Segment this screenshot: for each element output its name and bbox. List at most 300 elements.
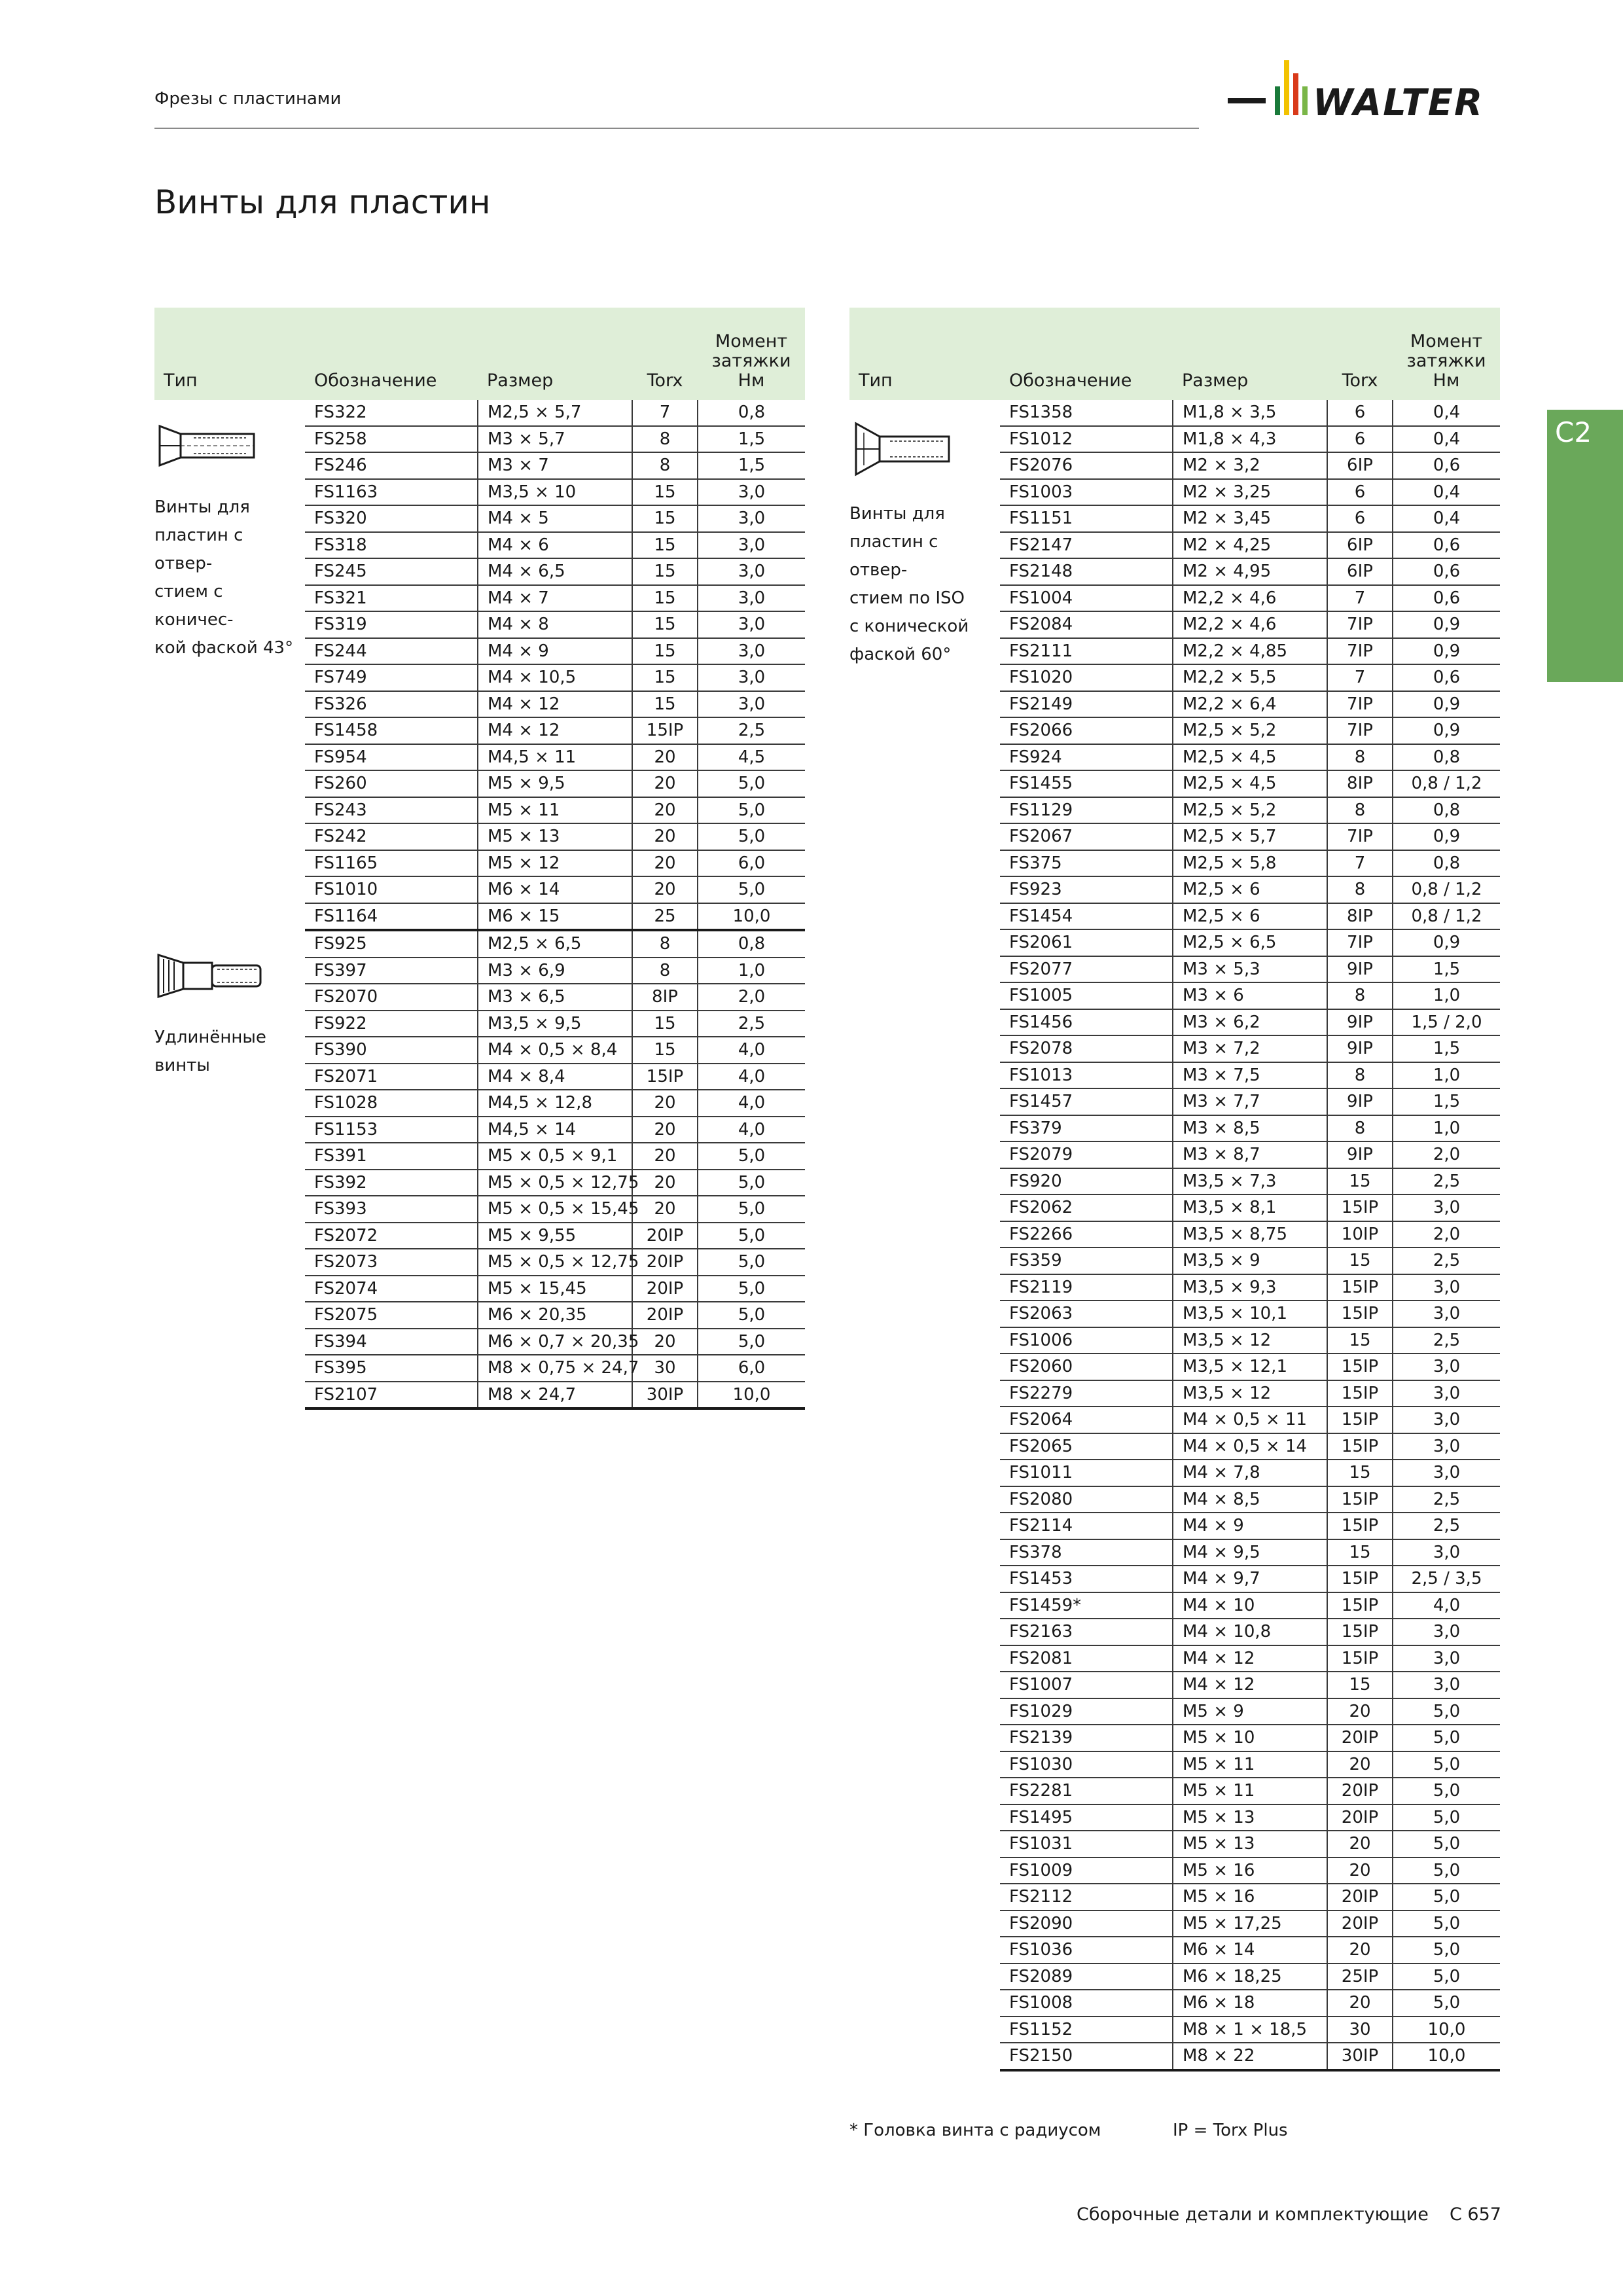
- torx-cell: 15: [632, 638, 698, 665]
- torx-cell: 20: [1327, 1751, 1393, 1778]
- moment-cell: 5,0: [698, 1196, 805, 1223]
- designation-cell: FS2063: [1000, 1300, 1173, 1327]
- moment-cell: 2,5: [1393, 1513, 1500, 1539]
- designation-cell: FS1007: [1000, 1672, 1173, 1698]
- moment-cell: 3,0: [698, 532, 805, 559]
- designation-cell: FS1152: [1000, 2017, 1173, 2043]
- designation-cell: FS1012: [1000, 426, 1173, 453]
- moment-cell: 3,0: [1393, 1354, 1500, 1380]
- designation-cell: FS2080: [1000, 1486, 1173, 1513]
- size-cell: M3,5 × 10,1: [1173, 1300, 1327, 1327]
- side-tab-c2: [1547, 410, 1623, 682]
- torx-cell: 20: [1327, 1857, 1393, 1884]
- moment-cell: 3,0: [698, 585, 805, 612]
- col-torx: Torx: [1327, 308, 1393, 400]
- designation-cell: FS320: [305, 505, 478, 532]
- size-cell: M3 × 8,7: [1173, 1141, 1327, 1168]
- designation-cell: FS375: [1000, 850, 1173, 877]
- moment-cell: 5,0: [698, 1329, 805, 1355]
- size-cell: M5 × 0,5 × 12,75: [478, 1170, 632, 1196]
- moment-cell: 5,0: [698, 797, 805, 824]
- size-cell: M2,5 × 5,8: [1173, 850, 1327, 877]
- torx-cell: 15IP: [1327, 1592, 1393, 1619]
- col-size: Размер: [1173, 308, 1327, 400]
- size-cell: M4 × 12: [478, 691, 632, 718]
- moment-cell: 0,4: [1393, 479, 1500, 506]
- size-cell: M2,5 × 5,2: [1173, 717, 1327, 744]
- designation-cell: FS1495: [1000, 1804, 1173, 1831]
- size-cell: M2,5 × 4,5: [1173, 770, 1327, 797]
- col-designation: Обозначение: [1000, 308, 1173, 400]
- torx-cell: 20IP: [1327, 1778, 1393, 1804]
- footer-text: Сборочные детали и комплектующие: [1077, 2204, 1429, 2225]
- moment-cell: 3,0: [1393, 1619, 1500, 1645]
- size-cell: M2,2 × 6,4: [1173, 691, 1327, 718]
- moment-cell: 1,5: [698, 452, 805, 479]
- moment-cell: 4,0: [698, 1117, 805, 1143]
- torx-cell: 15: [632, 479, 698, 506]
- size-cell: M2,5 × 6,5: [1173, 929, 1327, 956]
- moment-cell: 5,0: [1393, 1990, 1500, 2017]
- page-title: Винты для пластин: [154, 183, 491, 221]
- size-cell: M4 × 7,8: [1173, 1460, 1327, 1486]
- moment-cell: 0,8 / 1,2: [1393, 903, 1500, 930]
- torx-cell: 15IP: [1327, 1194, 1393, 1221]
- screw-type-description: [154, 493, 300, 662]
- size-cell: M3 × 7: [478, 452, 632, 479]
- moment-cell: 0,8: [1393, 797, 1500, 824]
- description-line: кой фаской 43°: [154, 638, 294, 658]
- size-cell: M3,5 × 12,1: [1173, 1354, 1327, 1380]
- col-moment-line1: Момент: [715, 331, 788, 351]
- moment-cell: 3,0: [698, 691, 805, 718]
- size-cell: M5 × 0,5 × 9,1: [478, 1143, 632, 1170]
- torx-cell: 25IP: [1327, 1964, 1393, 1990]
- size-cell: M4 × 12: [1173, 1645, 1327, 1672]
- col-designation: Обозначение: [305, 308, 478, 400]
- torx-cell: 30: [1327, 2017, 1393, 2043]
- size-cell: M2 × 3,2: [1173, 452, 1327, 479]
- moment-cell: 2,0: [698, 984, 805, 1011]
- size-cell: M4 × 12: [478, 717, 632, 744]
- designation-cell: FS243: [305, 797, 478, 824]
- moment-cell: 5,0: [698, 876, 805, 903]
- designation-cell: FS1011: [1000, 1460, 1173, 1486]
- size-cell: M5 × 13: [1173, 1804, 1327, 1831]
- torx-cell: 8: [1327, 1062, 1393, 1089]
- moment-cell: 3,0: [1393, 1194, 1500, 1221]
- torx-cell: 15: [1327, 1168, 1393, 1195]
- moment-cell: 5,0: [1393, 1804, 1500, 1831]
- screw-type-cell: [154, 400, 305, 930]
- moment-cell: 1,5: [698, 426, 805, 453]
- size-cell: M2 × 4,95: [1173, 558, 1327, 585]
- torx-cell: 7: [1327, 585, 1393, 612]
- torx-cell: 8IP: [1327, 770, 1393, 797]
- size-cell: M5 × 0,5 × 15,45: [478, 1196, 632, 1223]
- side-tab-label: C2: [1555, 416, 1592, 448]
- size-cell: M2 × 4,25: [1173, 532, 1327, 559]
- moment-cell: 1,5 / 2,0: [1393, 1009, 1500, 1036]
- torx-cell: 7: [1327, 664, 1393, 691]
- torx-cell: 15IP: [1327, 1380, 1393, 1407]
- description-line: Удлинённые: [154, 1028, 266, 1047]
- torx-cell: 20: [632, 850, 698, 877]
- size-cell: M4 × 10: [1173, 1592, 1327, 1619]
- torx-cell: 20IP: [1327, 1910, 1393, 1937]
- size-cell: M5 × 9: [1173, 1698, 1327, 1725]
- moment-cell: 2,5: [1393, 1247, 1500, 1274]
- designation-cell: FS925: [305, 930, 478, 958]
- torx-cell: 20IP: [632, 1249, 698, 1276]
- size-cell: M4 × 9,5: [1173, 1539, 1327, 1566]
- torx-cell: 15: [1327, 1460, 1393, 1486]
- designation-cell: FS390: [305, 1037, 478, 1064]
- designation-cell: FS322: [305, 400, 478, 426]
- size-cell: M3 × 5,7: [478, 426, 632, 453]
- moment-cell: 1,0: [1393, 1062, 1500, 1089]
- size-cell: M6 × 20,35: [478, 1302, 632, 1329]
- torx-cell: 7IP: [1327, 929, 1393, 956]
- size-cell: M3,5 × 9,5: [478, 1011, 632, 1037]
- col-moment-line1: Момент: [1410, 331, 1483, 351]
- designation-cell: FS1459*: [1000, 1592, 1173, 1619]
- designation-cell: FS2279: [1000, 1380, 1173, 1407]
- extended-screw-icon: [154, 950, 300, 1007]
- designation-cell: FS1457: [1000, 1088, 1173, 1115]
- description-line: фаской 60°: [849, 645, 952, 664]
- designation-cell: FS326: [305, 691, 478, 718]
- torx-cell: 15IP: [1327, 1513, 1393, 1539]
- size-cell: M3 × 5,3: [1173, 956, 1327, 983]
- moment-cell: 3,0: [698, 611, 805, 638]
- size-cell: M5 × 16: [1173, 1884, 1327, 1910]
- size-cell: M4 × 6,5: [478, 558, 632, 585]
- designation-cell: FS379: [1000, 1115, 1173, 1142]
- size-cell: M5 × 9,5: [478, 770, 632, 797]
- designation-cell: FS1165: [305, 850, 478, 877]
- size-cell: M3 × 8,5: [1173, 1115, 1327, 1142]
- moment-cell: 2,0: [1393, 1221, 1500, 1248]
- size-cell: M6 × 18,25: [1173, 1964, 1327, 1990]
- designation-cell: FS2266: [1000, 1221, 1173, 1248]
- size-cell: M5 × 11: [478, 797, 632, 824]
- designation-cell: FS922: [305, 1011, 478, 1037]
- designation-cell: FS1163: [305, 479, 478, 506]
- moment-cell: 5,0: [1393, 1831, 1500, 1857]
- table-header-row: [154, 308, 805, 400]
- moment-cell: 5,0: [698, 1143, 805, 1170]
- torx-cell: 8IP: [632, 984, 698, 1011]
- designation-cell: FS2074: [305, 1276, 478, 1302]
- torx-cell: 15IP: [1327, 1354, 1393, 1380]
- torx-cell: 20: [632, 770, 698, 797]
- designation-cell: FS2060: [1000, 1354, 1173, 1380]
- moment-cell: 5,0: [1393, 1857, 1500, 1884]
- table-row: [849, 400, 1500, 426]
- size-cell: M5 × 13: [1173, 1831, 1327, 1857]
- designation-cell: FS924: [1000, 744, 1173, 771]
- size-cell: M4,5 × 11: [478, 744, 632, 771]
- torx-cell: 20: [632, 1143, 698, 1170]
- designation-cell: FS2090: [1000, 1910, 1173, 1937]
- designation-cell: FS244: [305, 638, 478, 665]
- designation-cell: FS2147: [1000, 532, 1173, 559]
- moment-cell: 10,0: [1393, 2043, 1500, 2070]
- designation-cell: FS2076: [1000, 452, 1173, 479]
- designation-cell: FS392: [305, 1170, 478, 1196]
- torx-cell: 15IP: [1327, 1433, 1393, 1460]
- torx-cell: 20IP: [632, 1302, 698, 1329]
- designation-cell: FS1005: [1000, 982, 1173, 1009]
- designation-cell: FS393: [305, 1196, 478, 1223]
- moment-cell: 1,5: [1393, 1035, 1500, 1062]
- description-line: с конической: [849, 617, 969, 636]
- designation-cell: FS2149: [1000, 691, 1173, 718]
- designation-cell: FS1020: [1000, 664, 1173, 691]
- designation-cell: FS242: [305, 823, 478, 850]
- moment-cell: 0,6: [1393, 558, 1500, 585]
- torx-cell: 20: [632, 1329, 698, 1355]
- torx-cell: 15IP: [1327, 1300, 1393, 1327]
- designation-cell: FS920: [1000, 1168, 1173, 1195]
- torx-cell: 20: [632, 876, 698, 903]
- size-cell: M3,5 × 7,3: [1173, 1168, 1327, 1195]
- description-line: пластин с отвер-: [154, 526, 243, 573]
- designation-cell: FS1164: [305, 903, 478, 931]
- header-rule: [154, 128, 1199, 129]
- designation-cell: FS1003: [1000, 479, 1173, 506]
- size-cell: M3,5 × 12: [1173, 1327, 1327, 1354]
- moment-cell: 4,0: [698, 1090, 805, 1117]
- torx-cell: 8: [1327, 982, 1393, 1009]
- designation-cell: FS2077: [1000, 956, 1173, 983]
- size-cell: M2,2 × 4,85: [1173, 638, 1327, 665]
- size-cell: M3,5 × 12: [1173, 1380, 1327, 1407]
- table-row: [154, 930, 805, 958]
- torx-cell: 20: [632, 797, 698, 824]
- screw-type-cell: [154, 930, 305, 1408]
- torx-cell: 15: [632, 664, 698, 691]
- moment-cell: 2,0: [1393, 1141, 1500, 1168]
- torx-cell: 20IP: [632, 1223, 698, 1249]
- designation-cell: FS1455: [1000, 770, 1173, 797]
- torx-cell: 20: [1327, 1831, 1393, 1857]
- moment-cell: 0,6: [1393, 452, 1500, 479]
- designation-cell: FS2064: [1000, 1407, 1173, 1433]
- torx-cell: 20: [1327, 1990, 1393, 2017]
- moment-cell: 0,8: [698, 930, 805, 958]
- screws-table-right: [849, 308, 1500, 2072]
- moment-cell: 5,0: [1393, 1910, 1500, 1937]
- torx-cell: 6IP: [1327, 452, 1393, 479]
- torx-cell: 9IP: [1327, 1088, 1393, 1115]
- designation-cell: FS2111: [1000, 638, 1173, 665]
- designation-cell: FS1010: [305, 876, 478, 903]
- size-cell: M5 × 0,5 × 12,75: [478, 1249, 632, 1276]
- size-cell: M2,2 × 4,6: [1173, 585, 1327, 612]
- moment-cell: 5,0: [698, 1276, 805, 1302]
- size-cell: M2,5 × 5,7: [478, 400, 632, 426]
- moment-cell: 0,9: [1393, 823, 1500, 850]
- size-cell: M3 × 6,2: [1173, 1009, 1327, 1036]
- size-cell: M4,5 × 12,8: [478, 1090, 632, 1117]
- moment-cell: 3,0: [1393, 1539, 1500, 1566]
- moment-cell: 4,0: [698, 1064, 805, 1090]
- size-cell: M3,5 × 8,1: [1173, 1194, 1327, 1221]
- description-line: стием с коничес-: [154, 582, 234, 630]
- size-cell: M5 × 11: [1173, 1778, 1327, 1804]
- moment-cell: 10,0: [698, 903, 805, 931]
- size-cell: M6 × 18: [1173, 1990, 1327, 2017]
- size-cell: M4 × 9,7: [1173, 1566, 1327, 1592]
- moment-cell: 5,0: [698, 823, 805, 850]
- moment-cell: 2,5: [1393, 1486, 1500, 1513]
- col-type: Тип: [849, 308, 1000, 400]
- moment-cell: 4,0: [698, 1037, 805, 1064]
- torx-cell: 6: [1327, 479, 1393, 506]
- countersunk-screw-icon: [154, 420, 300, 476]
- torx-cell: 9IP: [1327, 1141, 1393, 1168]
- torx-cell: 9IP: [1327, 1035, 1393, 1062]
- designation-cell: FS1456: [1000, 1009, 1173, 1036]
- torx-cell: 15: [1327, 1327, 1393, 1354]
- torx-cell: 15: [632, 532, 698, 559]
- moment-cell: 5,0: [1393, 1778, 1500, 1804]
- col-moment-line2: затяжки: [1406, 351, 1486, 371]
- designation-cell: FS2112: [1000, 1884, 1173, 1910]
- designation-cell: FS1031: [1000, 1831, 1173, 1857]
- torx-cell: 6: [1327, 505, 1393, 532]
- designation-cell: FS2072: [305, 1223, 478, 1249]
- description-line: винты: [154, 1056, 210, 1075]
- moment-cell: 3,0: [1393, 1460, 1500, 1486]
- designation-cell: FS1013: [1000, 1062, 1173, 1089]
- torx-cell: 15IP: [1327, 1645, 1393, 1672]
- screw-type-description: [154, 1024, 300, 1080]
- moment-cell: 5,0: [1393, 1964, 1500, 1990]
- torx-cell: 8: [632, 958, 698, 984]
- torx-cell: 8: [1327, 744, 1393, 771]
- torx-cell: 15: [632, 611, 698, 638]
- designation-cell: FS1036: [1000, 1937, 1173, 1964]
- designation-cell: FS1151: [1000, 505, 1173, 532]
- torx-cell: 6: [1327, 400, 1393, 426]
- torx-cell: 15IP: [1327, 1619, 1393, 1645]
- size-cell: M4 × 6: [478, 532, 632, 559]
- size-cell: M3,5 × 10: [478, 479, 632, 506]
- torx-cell: 15IP: [1327, 1566, 1393, 1592]
- designation-cell: FS1458: [305, 717, 478, 744]
- designation-cell: FS1008: [1000, 1990, 1173, 2017]
- page-number: C 657: [1450, 2204, 1501, 2225]
- torx-cell: 15IP: [1327, 1274, 1393, 1301]
- screw-type-description: [849, 500, 995, 669]
- size-cell: M3 × 7,2: [1173, 1035, 1327, 1062]
- moment-cell: 3,0: [1393, 1380, 1500, 1407]
- moment-cell: 3,0: [698, 558, 805, 585]
- size-cell: M2 × 3,45: [1173, 505, 1327, 532]
- torx-cell: 20: [1327, 1937, 1393, 1964]
- designation-cell: FS2079: [1000, 1141, 1173, 1168]
- size-cell: M3,5 × 9: [1173, 1247, 1327, 1274]
- moment-cell: 2,5: [698, 1011, 805, 1037]
- moment-cell: 3,0: [698, 638, 805, 665]
- torx-cell: 15: [632, 505, 698, 532]
- moment-cell: 5,0: [698, 1249, 805, 1276]
- torx-cell: 20: [632, 1196, 698, 1223]
- description-line: Винты для: [849, 504, 945, 524]
- moment-cell: 0,9: [1393, 638, 1500, 665]
- torx-cell: 30IP: [632, 1382, 698, 1409]
- torx-cell: 20: [632, 1117, 698, 1143]
- designation-cell: FS246: [305, 452, 478, 479]
- designation-cell: FS2281: [1000, 1778, 1173, 1804]
- torx-cell: 20: [632, 823, 698, 850]
- designation-cell: FS1153: [305, 1117, 478, 1143]
- moment-cell: 3,0: [1393, 1672, 1500, 1698]
- size-cell: M8 × 22: [1173, 2043, 1327, 2070]
- designation-cell: FS395: [305, 1355, 478, 1382]
- moment-cell: 6,0: [698, 850, 805, 877]
- moment-cell: 5,0: [1393, 1884, 1500, 1910]
- torx-cell: 15: [632, 691, 698, 718]
- moment-cell: 1,0: [698, 958, 805, 984]
- torx-cell: 15IP: [1327, 1407, 1393, 1433]
- size-cell: M2 × 3,25: [1173, 479, 1327, 506]
- moment-cell: 4,0: [1393, 1592, 1500, 1619]
- size-cell: M1,8 × 4,3: [1173, 426, 1327, 453]
- designation-cell: FS2071: [305, 1064, 478, 1090]
- torx-cell: 8: [632, 930, 698, 958]
- designation-cell: FS749: [305, 664, 478, 691]
- walter-logo: [1228, 60, 1503, 132]
- moment-cell: 3,0: [1393, 1407, 1500, 1433]
- moment-cell: 1,0: [1393, 982, 1500, 1009]
- size-cell: M5 × 11: [1173, 1751, 1327, 1778]
- moment-cell: 0,4: [1393, 400, 1500, 426]
- size-cell: M2,5 × 5,2: [1173, 797, 1327, 824]
- torx-cell: 15: [1327, 1539, 1393, 1566]
- torx-cell: 15: [1327, 1247, 1393, 1274]
- description-line: пластин с отвер-: [849, 532, 938, 580]
- size-cell: M4 × 8,4: [478, 1064, 632, 1090]
- designation-cell: FS2078: [1000, 1035, 1173, 1062]
- col-moment-line3: Нм: [738, 370, 765, 391]
- designation-cell: FS2163: [1000, 1619, 1173, 1645]
- moment-cell: 3,0: [698, 479, 805, 506]
- designation-cell: FS1009: [1000, 1857, 1173, 1884]
- torx-cell: 20: [632, 744, 698, 771]
- torx-cell: 15: [1327, 1672, 1393, 1698]
- size-cell: M5 × 15,45: [478, 1276, 632, 1302]
- moment-cell: 6,0: [698, 1355, 805, 1382]
- torx-cell: 30: [632, 1355, 698, 1382]
- size-cell: M4 × 10,8: [1173, 1619, 1327, 1645]
- size-cell: M5 × 12: [478, 850, 632, 877]
- moment-cell: 1,0: [1393, 1115, 1500, 1142]
- torx-cell: 8IP: [1327, 903, 1393, 930]
- moment-cell: 0,9: [1393, 717, 1500, 744]
- size-cell: M4 × 8,5: [1173, 1486, 1327, 1513]
- torx-cell: 20: [632, 1170, 698, 1196]
- moment-cell: 0,8: [1393, 744, 1500, 771]
- torx-cell: 9IP: [1327, 1009, 1393, 1036]
- table-row: [154, 400, 805, 426]
- size-cell: M5 × 9,55: [478, 1223, 632, 1249]
- size-cell: M2,5 × 5,7: [1173, 823, 1327, 850]
- moment-cell: 5,0: [698, 770, 805, 797]
